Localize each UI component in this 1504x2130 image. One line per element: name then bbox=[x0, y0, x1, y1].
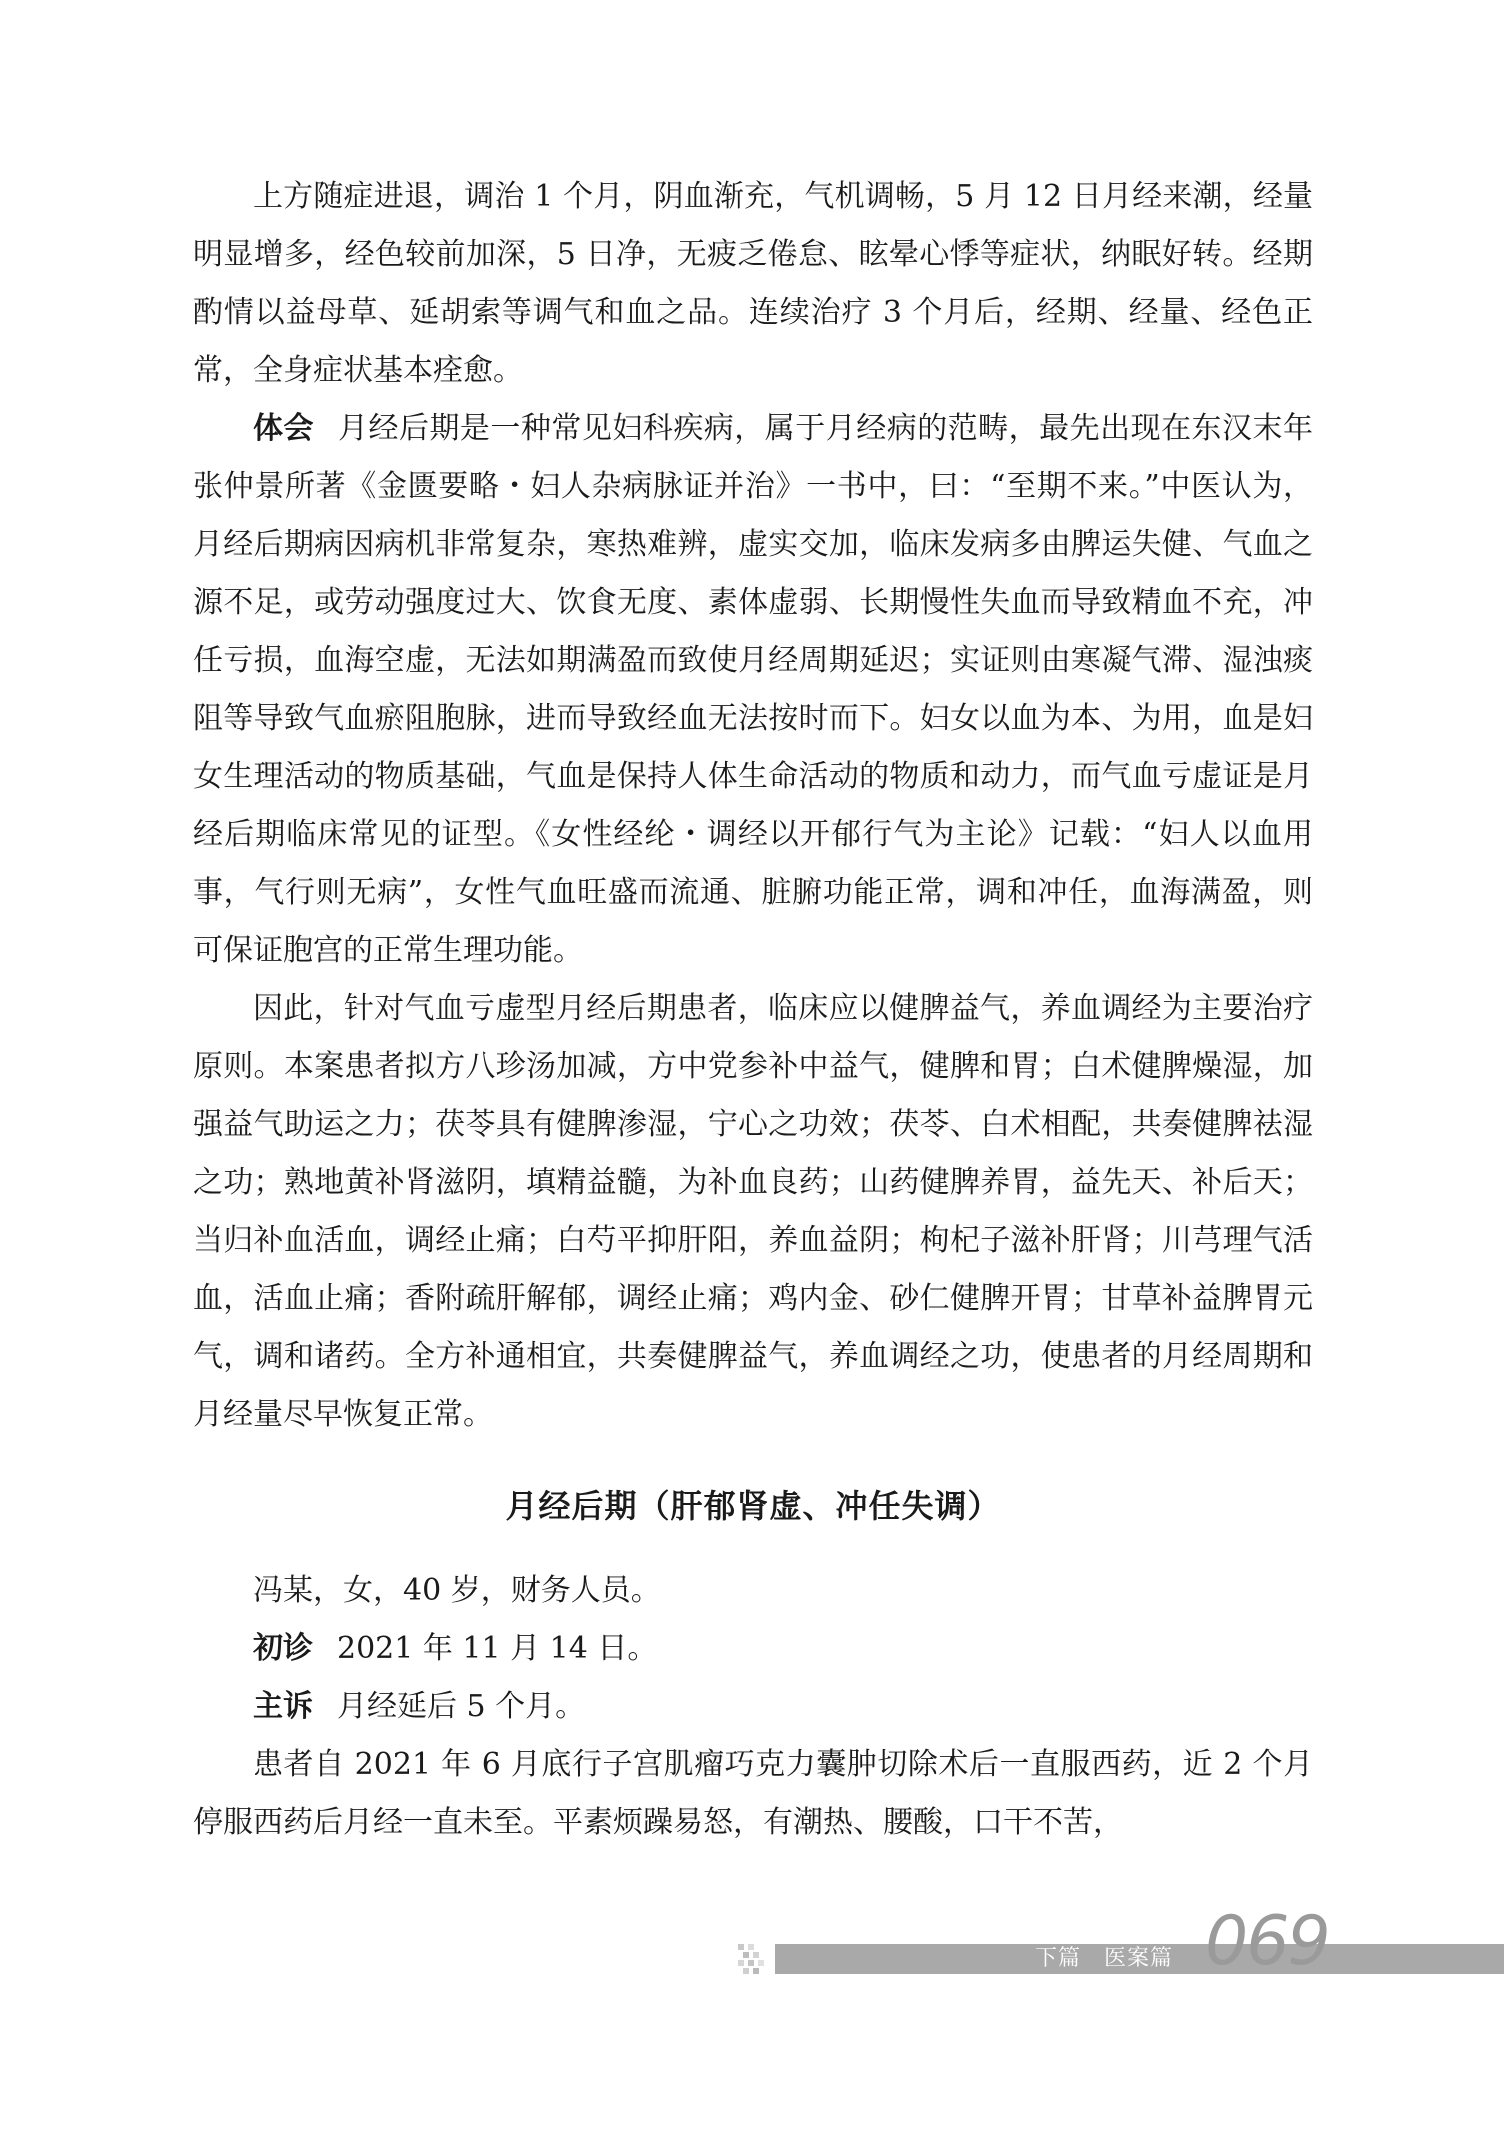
paragraph-4 bbox=[193, 1562, 1313, 1620]
footer-section-label: 下篇 医案篇 bbox=[1035, 1946, 1174, 1971]
paragraph-text: 患者自 2021 年 6 月底行子宫肌瘤巧克力囊肿切除术后一直服西药，近 2 个月停服西药后月经一直未至。平素烦躁易怒，有潮热、腰酸，口干不苦， bbox=[193, 1747, 1313, 1840]
paragraph-text: 2021 年 11 月 14 日。 bbox=[337, 1631, 658, 1666]
paragraph-lead: 体会 bbox=[253, 411, 314, 446]
pixel-pattern-icon bbox=[736, 1942, 766, 1976]
paragraph-text: 因此，针对气血亏虚型月经后期患者，临床应以健脾益气，养血调经为主要治疗原则。本案患者拟方八珍汤加减，方中党参补中益气，健脾和胃；白术健脾燥湿，加强益气助运之力；茯苓具有健脾渗湿，宁心之功效；茯苓、白术相配，共奏健脾祛湿之功；熟地黄补肾滋阴，填精益髓，为补血良药；山药健脾养胃，益先天、补后天；当归补血活血，调经止痛；白芍平抑肝阳，养血益阴；枸杞子滋补肝肾；川芎理气活血，活血止痛；香附疏肝解郁，调经止痛；鸡内金、砂仁健脾开胃；甘草补益脾胃元气，调和诸药。全方补通相宜，共奏健脾益气，养血调经之功，使患者的月经周期和月经量尽早恢复正常。 bbox=[193, 991, 1313, 1432]
page-body bbox=[193, 168, 1313, 1852]
paragraph-lead: 初诊 bbox=[253, 1631, 313, 1666]
paragraph-text: 月经后期是一种常见妇科疾病，属于月经病的范畴，最先出现在东汉末年张仲景所著《金匮要略・妇人杂病脉证并治》一书中，曰：“至期不来。”中医认为，月经后期病因病机非常复杂，寒热难辨，虚实交加，临床发病多由脾运失健、气血之源不足，或劳动强度过大、饮食无度、素体虚弱、长期慢性失血而导致精血不充，冲任亏损，血海空虚，无法如期满盈而致使月经周期延迟；实证则由寒凝气滞、湿浊痰阻等导致气血瘀阻胞脉，进而导致经血无法按时而下。妇女以血为本、为用，血是妇女生理活动的物质基础，气血是保持人体生命活动的物质和动力，而气血亏虚证是月经后期临床常见的证型。《女性经纶・调经以开郁行气为主论》记载：“妇人以血用事，气行则无病”，女性气血旺盛而流通、脏腑功能正常，调和冲任，血海满盈，则可保证胞宫的正常生理功能。 bbox=[193, 411, 1314, 968]
paragraph-1 bbox=[193, 168, 1313, 400]
paragraph-lead: 主诉 bbox=[253, 1689, 313, 1724]
paragraph-3 bbox=[193, 980, 1313, 1444]
paragraph-text: 冯某，女，40 岁，财务人员。 bbox=[253, 1573, 661, 1608]
paragraph-2 bbox=[193, 400, 1313, 980]
paragraph-6 bbox=[193, 1678, 1313, 1736]
paragraph-7 bbox=[193, 1736, 1313, 1852]
section-title: 月经后期（肝郁肾虚、冲任失调） bbox=[505, 1487, 1001, 1525]
paragraph-5 bbox=[193, 1620, 1313, 1678]
paragraph-text: 月经延后 5 个月。 bbox=[337, 1689, 586, 1724]
paragraph-text: 上方随症进退，调治 1 个月，阴血渐充，气机调畅，5 月 12 日月经来潮，经量明显增多，经色较前加深，5 日净，无疲乏倦怠、眩晕心悸等症状，纳眠好转。经期酌情以益母草、延胡索等调气和血之品。连续治疗 3 个月后，经期、经量、经色正常，全身症状基本痊愈。 bbox=[193, 179, 1313, 388]
page-number: 069 bbox=[1205, 1902, 1329, 1981]
